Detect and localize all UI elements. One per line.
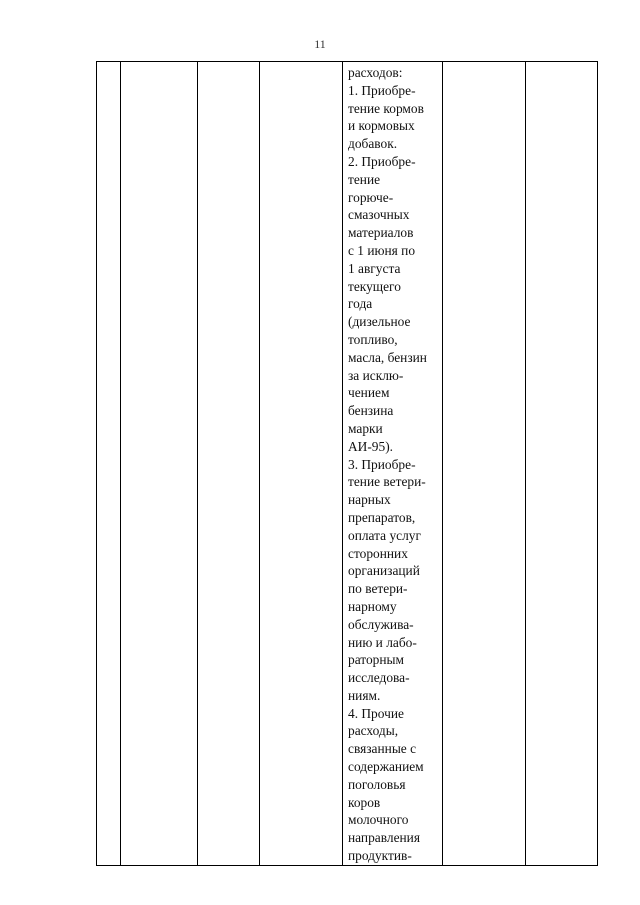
table-cell-col6 (443, 62, 526, 866)
text-line: продуктив- (348, 848, 412, 864)
text-line: 4. Прочие (348, 705, 404, 721)
text-line: 2. Приобре- (348, 153, 416, 169)
text-line: масла, бензин (348, 349, 427, 365)
text-line: 1 августа (348, 260, 401, 276)
text-line: смазочных (348, 207, 410, 223)
page-number: 11 (314, 37, 326, 51)
text-line: сторонних (348, 545, 408, 561)
table-cell-col7 (526, 62, 598, 866)
text-line: коров (348, 794, 381, 810)
table-cell-col1 (97, 62, 121, 866)
text-line: препаратов, (348, 509, 416, 525)
text-line: за исклю- (348, 367, 404, 383)
text-line: нию и лабо- (348, 634, 417, 650)
text-line: горюче- (348, 189, 394, 205)
text-line: марки (348, 420, 383, 436)
text-line: с 1 июня по (348, 242, 416, 258)
text-line: связанные с (348, 741, 417, 757)
text-line: раторным (348, 652, 404, 668)
text-line: года (348, 296, 373, 312)
text-line: расходов: (348, 65, 403, 80)
text-line: добавок. (348, 136, 398, 152)
table-cell-col3 (198, 62, 260, 866)
text-line: поголовья (348, 776, 406, 792)
text-line: бензина (348, 403, 394, 419)
text-line: по ветери- (348, 581, 408, 597)
text-line: молочного (348, 812, 409, 828)
text-line: обслужива- (348, 616, 414, 632)
document-table (96, 61, 598, 866)
text-line: 3. Приобре- (348, 456, 416, 472)
text-line: тение (348, 171, 381, 187)
text-line: тение кормов (348, 100, 424, 116)
text-line: направления (348, 830, 421, 846)
text-line: ниям. (348, 687, 381, 703)
text-line: материалов (348, 225, 414, 241)
text-line: тение ветери- (348, 474, 426, 490)
text-line: и кормовых (348, 118, 415, 134)
text-line: исследова- (348, 670, 410, 686)
table-row (97, 62, 598, 866)
text-line: содержанием (348, 759, 424, 775)
table-cell-col5 (343, 62, 443, 866)
text-line: (дизельное (348, 314, 411, 330)
table-cell-col2 (121, 62, 198, 866)
text-line: топливо, (348, 331, 398, 347)
text-line: нарных (348, 492, 391, 508)
text-line: чением (348, 385, 390, 401)
text-line: расходы, (348, 723, 399, 739)
table-cell-col4 (260, 62, 343, 866)
expense-description-text (343, 62, 442, 865)
text-line: организаций (348, 563, 420, 579)
text-line: 1. Приобре- (348, 82, 416, 98)
text-line: текущего (348, 278, 401, 294)
text-line: оплата услуг (348, 527, 421, 543)
text-line: АИ-95). (348, 438, 393, 454)
text-line: нарному (348, 598, 397, 614)
